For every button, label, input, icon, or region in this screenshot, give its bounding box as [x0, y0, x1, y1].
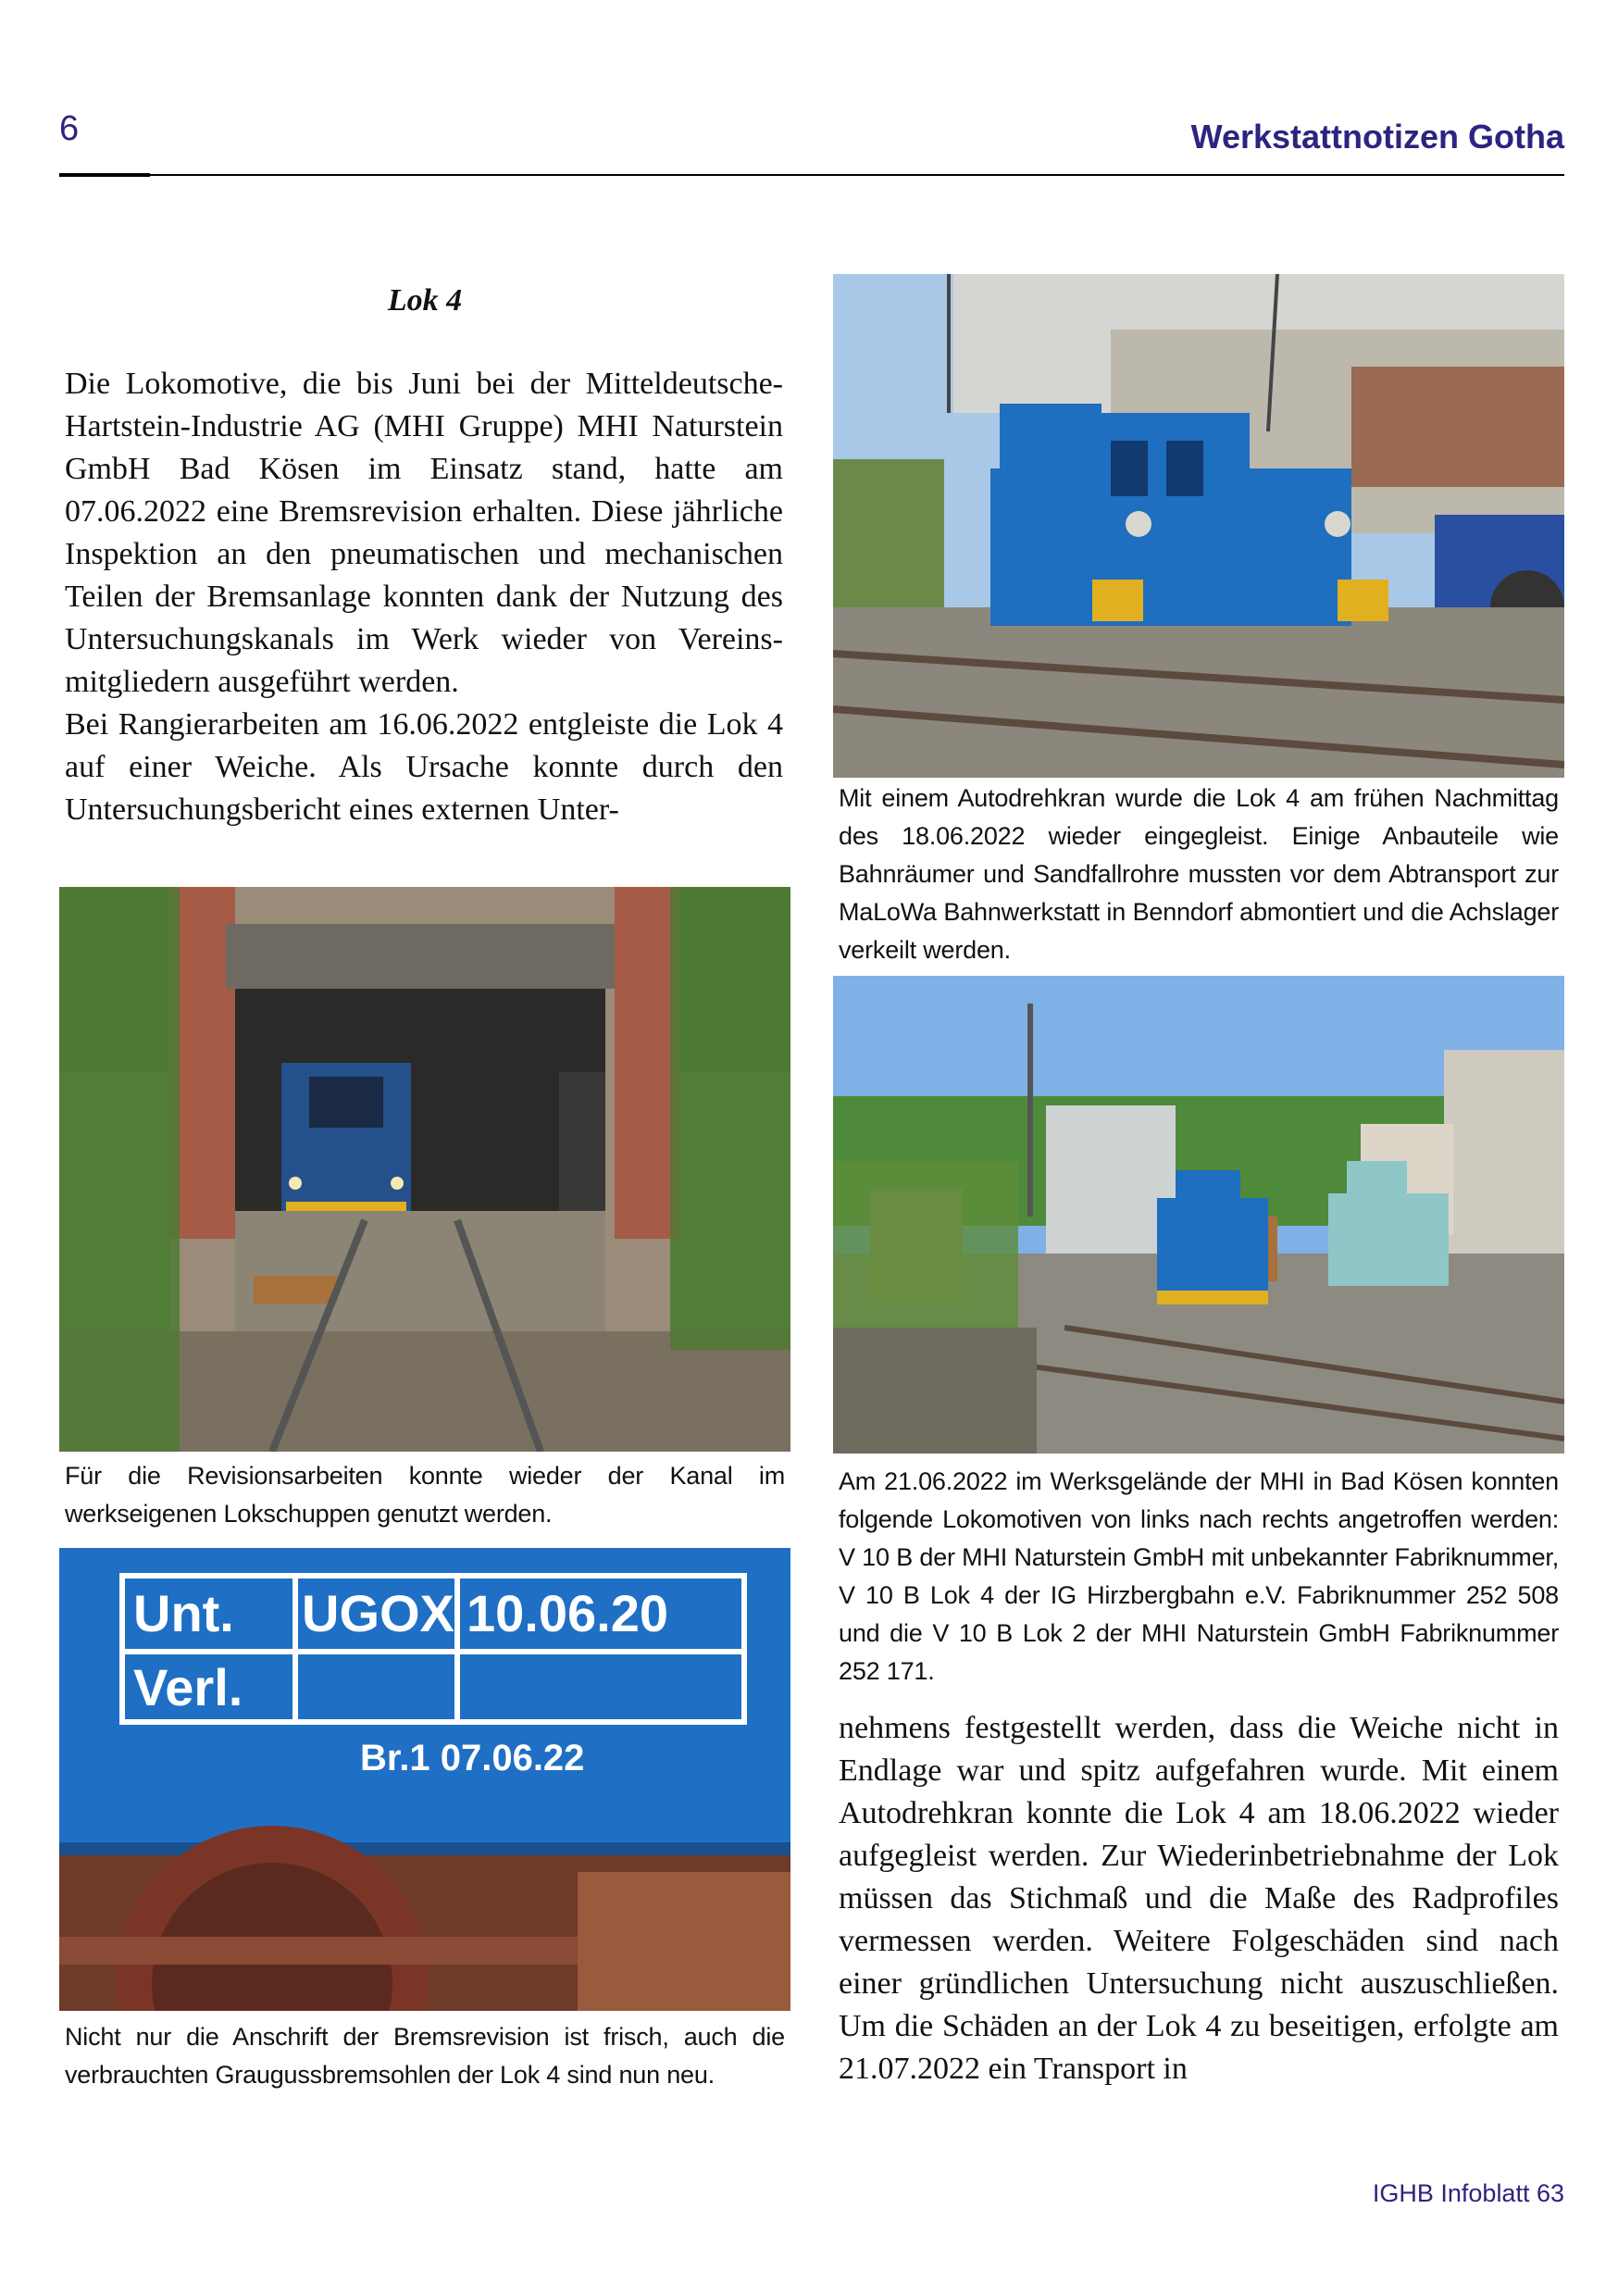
- brake-label-cell: UGOX: [302, 1584, 454, 1642]
- brake-label-cell: Unt.: [133, 1584, 234, 1642]
- header-rule-accent: [59, 173, 150, 177]
- page-number: 6: [59, 109, 80, 148]
- header-rule: [148, 174, 1564, 176]
- brake-label-cell: 10.06.20: [467, 1584, 668, 1642]
- caption-crane: Mit einem Autodrehkran wurde die Lok 4 am frühen Nachmittag des 18.06.2022 wieder eingegleist. Einige Anbauteile wie Bahnräumer und Sandfallrohre mussten vor dem Abtransport zur MaLoWa Bahnwerkstatt in Benndorf abmontiert und die Achslager verkeilt werden.: [839, 784, 1559, 964]
- caption-shed: Für die Revisionsarbeiten konnte wieder der Kanal im werkseigenen Lokschuppen genutzt werden.: [65, 1462, 785, 1528]
- paragraph: Die Lokomotive, die bis Juni bei der Mitteldeutsche-Hartstein-Industrie AG (MHI Gruppe) MHI Naturstein GmbH Bad Kösen im Einsatz stand, hatte am 07.06.2022 eine Bremsrevision erhalten. Diese jährliche Inspektion an den pneumatischen und mechanischen Teilen der Bremsanlage konnten dank der Nutzung des Untersuchungskanals im Werk wieder von Vereinsmitgliedern ausgeführt werden.: [65, 367, 783, 699]
- paragraph: Bei Rangierarbeiten am 16.06.2022 entgleiste die Lok 4 auf einer Weiche. Als Ursache konnte durch den Untersuchungsbericht eines externen Unter-: [65, 707, 783, 827]
- article-col2-text: nehmens festgestellt werden, dass die Weiche nicht in Endlage war und spitz aufgefahren wurde. Mit einem Autodrehkran konnte die Lok 4 am 18.06.2022 wieder aufgegleist werden. Zur Wiederinbetriebnahme der Lok müssen das Stichmaß und die Maße des Radprofiles vermessen werden. Weitere Folgeschäden sind nach einer gründlichen Untersuchung nicht auszuschließen. Um die Schäden an der Lok 4 zu beseitigen, erfolgte am 21.07.2022 ein Transport in: [839, 1711, 1559, 2086]
- article-col1-text: [65, 363, 783, 831]
- brake-label-note: Br.1 07.06.22: [360, 1738, 585, 1778]
- photo-crane-rerailing: [833, 274, 1564, 778]
- photo-loco-in-shed: [59, 887, 790, 1452]
- brake-label-cell: Verl.: [133, 1658, 243, 1716]
- photo-three-locos: [833, 976, 1564, 1454]
- article-heading: Lok 4: [387, 283, 463, 318]
- caption-works: Am 21.06.2022 im Werksgelände der MHI in Bad Kösen konnten folgende Lokomotiven von links nach rechts angetroffen werden: V 10 B der MHI Naturstein GmbH mit unbekannter Fabriknummer, V 10 B Lok 4 der IG Hirzbergbahn e.V. Fabriknummer 252 508 und die V 10 B Lok 2 der MHI Naturstein GmbH Fabriknummer 252 171.: [839, 1467, 1559, 1685]
- photo-brake-label: [59, 1548, 790, 2011]
- footer-issue: IGHB Infoblatt 63: [1372, 2179, 1564, 2207]
- caption-brake: Nicht nur die Anschrift der Bremsrevision ist frisch, auch die verbrauchten Graugussbremsohlen der Lok 4 sind nun neu.: [65, 2023, 785, 2089]
- running-title: Werkstattnotizen Gotha: [1190, 118, 1564, 156]
